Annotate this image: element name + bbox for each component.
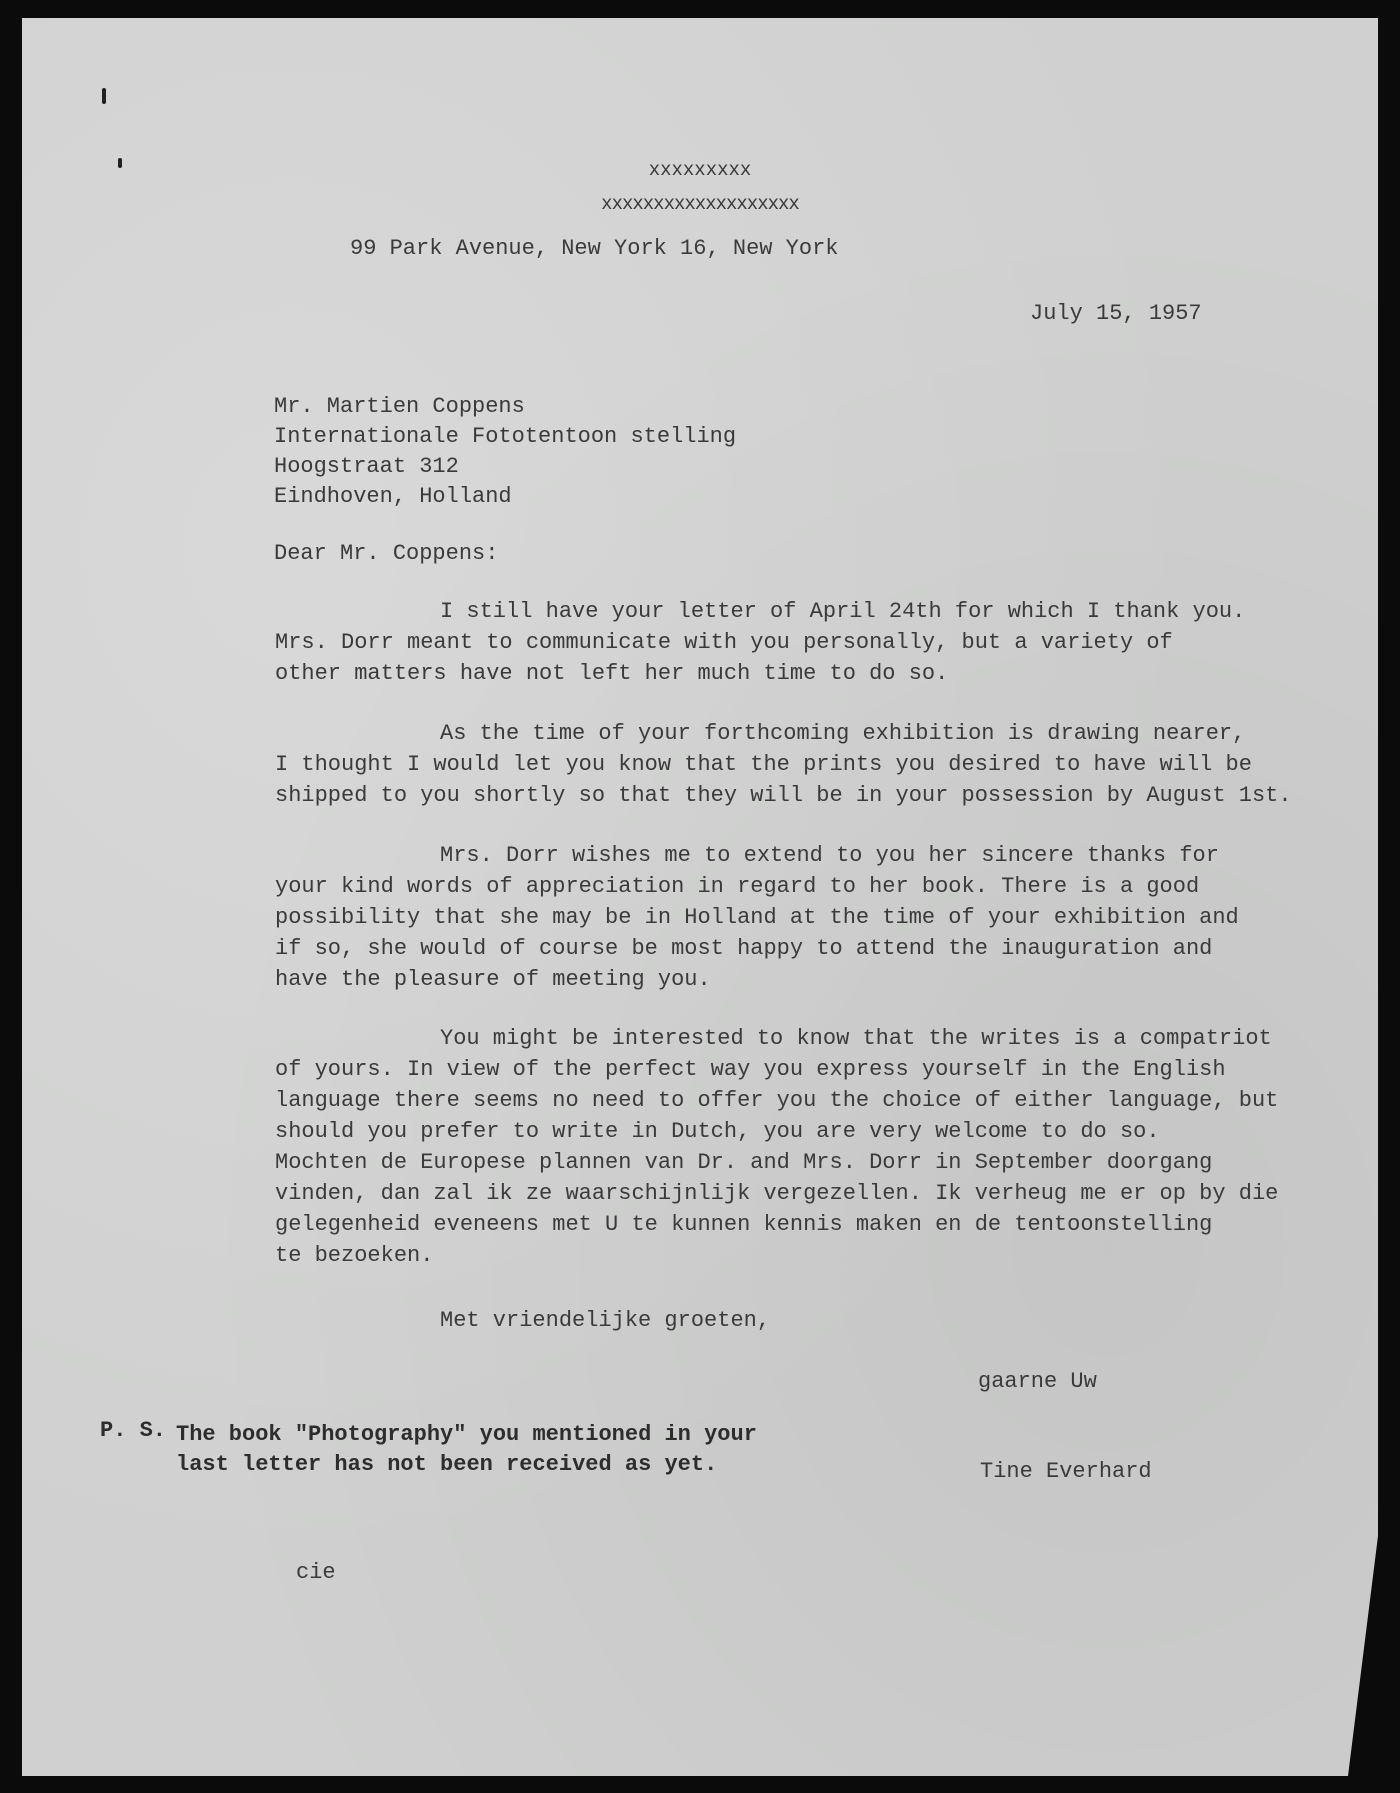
postscript [100,1420,757,1480]
letter-sheet [22,18,1378,1776]
paragraph-line: shipped to you shortly so that they will be in your possession by August 1st. [275,783,1292,808]
recipient-name: Mr. Martien Coppens [274,394,525,419]
recipient-street: Hoogstraat 312 [274,454,459,479]
paragraph-line: if so, she would of course be most happy to attend the inauguration and [275,936,1213,961]
postscript-line: The book "Photography" you mentioned in your [176,1422,757,1447]
paragraph-line: Mochten de Europese plannen van Dr. and Mrs. Dorr in September doorgang [275,1150,1213,1175]
paragraph-line: your kind words of appreciation in regard to her book. There is a good [275,874,1200,899]
paragraph-line: other matters have not left her much time to do so. [275,661,949,686]
salutation: Dear Mr. Coppens: [274,541,499,566]
letterhead-address: 99 Park Avenue, New York 16, New York [350,236,839,261]
paragraph-3 [275,840,1255,995]
letter-date: July 15, 1957 [1030,301,1202,326]
paragraph-line: of yours. In view of the perfect way you express yourself in the English [275,1057,1226,1082]
paragraph-line: have the pleasure of meeting you. [275,967,711,992]
paragraph-1 [275,596,1255,689]
signature: Tine Everhard [980,1459,1152,1484]
punch-mark [102,88,106,104]
paragraph-line: gelegenheid eveneens met U te kunnen kennis maken en de tentoonstelling [275,1212,1213,1237]
letterhead-line-2: xxxxxxxxxxxxxxxxxxx [601,193,799,215]
paragraph-line: You might be interested to know that the writes is a compatriot [440,1026,1272,1051]
paragraph-line: I still have your letter of April 24th for which I thank you. [440,599,1246,624]
typist-initials: cie [296,1560,336,1585]
paragraph-line: te bezoeken. [275,1243,434,1268]
paragraph-line: language there seems no need to offer you the choice of either language, but [275,1088,1279,1113]
page-fold-corner [1348,1536,1378,1776]
postscript-label: P. S. [100,1418,167,1443]
paragraph-line: As the time of your forthcoming exhibition is drawing nearer, [440,721,1246,746]
paragraph-line: Mrs. Dorr meant to communicate with you personally, but a variety of [275,630,1173,655]
paragraph-line: vinden, dan zal ik ze waarschijnlijk vergezellen. Ik verheug me er op by die [275,1181,1279,1206]
paragraph-line: possibility that she may be in Holland at the time of your exhibition and [275,905,1239,930]
punch-mark [118,158,122,168]
recipient-address [274,392,736,512]
closing: Met vriendelijke groeten, [440,1308,771,1333]
paragraph-line: I thought I would let you know that the prints you desired to have will be [275,752,1252,777]
paragraph-2 [275,718,1325,811]
postscript-line: last letter has not been received as yet. [176,1452,718,1477]
recipient-city: Eindhoven, Holland [274,484,512,509]
paragraph-line: should you prefer to write in Dutch, you are very welcome to do so. [275,1119,1160,1144]
signoff: gaarne Uw [978,1369,1097,1394]
letterhead-line-1: xxxxxxxxx [648,159,752,181]
paragraph-line: Mrs. Dorr wishes me to extend to you her sincere thanks for [440,843,1219,868]
recipient-organization: Internationale Fototentoon stelling [274,424,737,449]
paragraph-4 [275,1023,1335,1271]
